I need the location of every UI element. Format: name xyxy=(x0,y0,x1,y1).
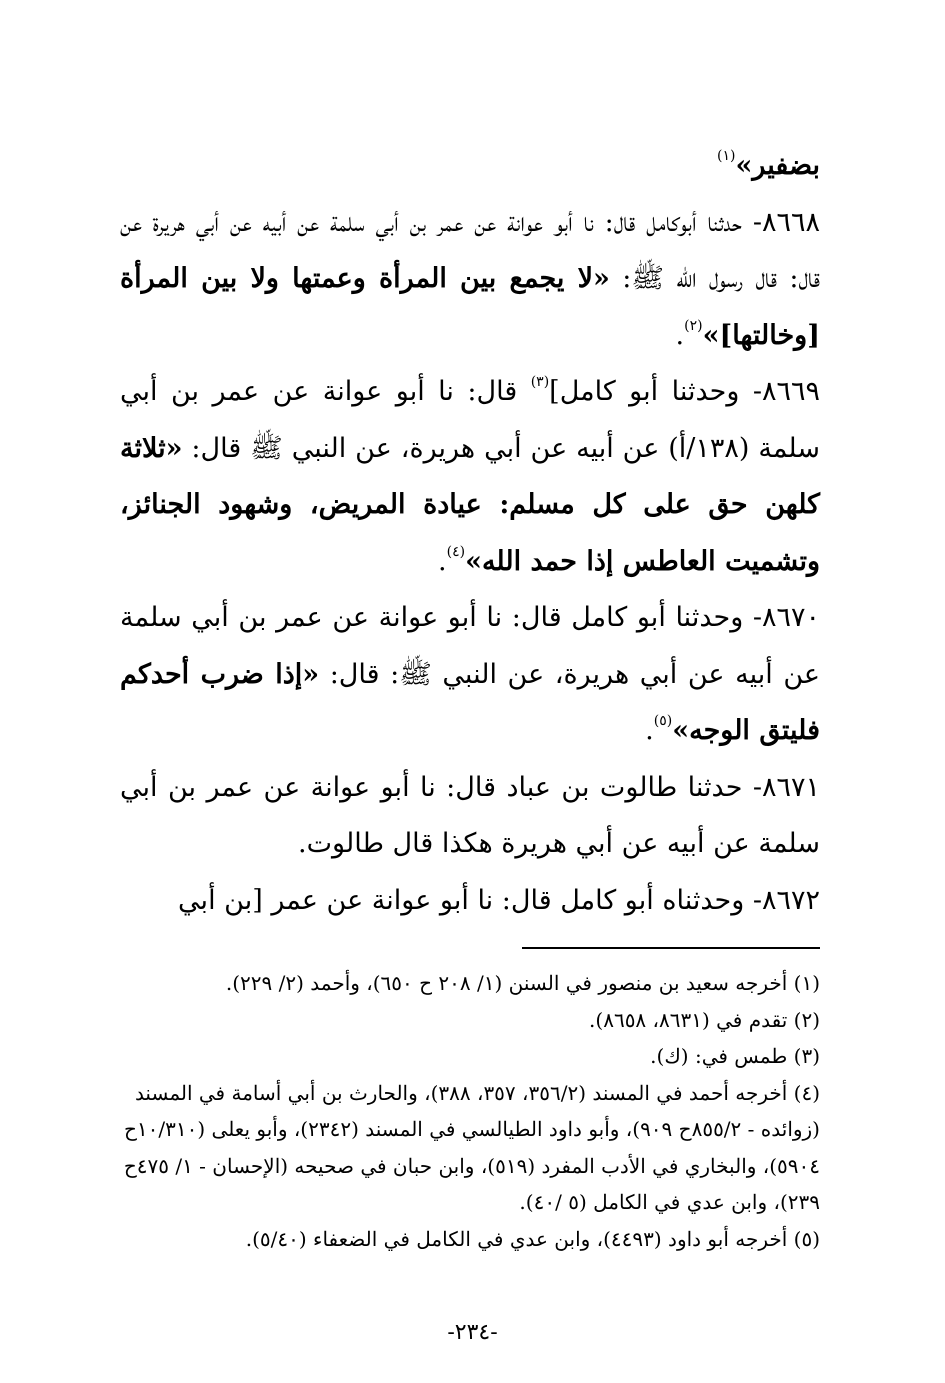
hadith-text: «إذا ضرب أحدكم فليتق الوجه» xyxy=(120,658,820,746)
footnote-2: (٢) تقدم في (٨٦٣١، ٨٦٥٨). xyxy=(589,1007,820,1032)
footnote-reference: (٣) xyxy=(530,374,550,390)
footnote-reference: (١) xyxy=(717,148,736,164)
hadith-8672 xyxy=(120,873,820,930)
period: . xyxy=(645,715,654,746)
footnote-reference: (٤) xyxy=(446,543,466,560)
isnad-text: ٨٦٦٨- حدثنا أبوكامل قال: نا أبو عوانة عن عمر بن أبي سلمة عن أبيه عن أبي هريرة عن قال: قال رسول الله ﷺ: xyxy=(120,206,820,294)
footnote-4: (٤) أخرجه أحمد في المسند (٣٥٦/٢، ٣٥٧، ٣٨٨)، والحارث بن أبي أسامة في المسند (زوائده - ٨٥٥/٢ح ٩٠٩)، وأبو داود الطيالسي في المسند (٢٣٤٢)، وأبو يعلى (١٠/٣١٠ح ٥٩٠٤)، والبخاري في الأدب المفرد (٥١٩)، وابن حبان في صحيحه (الإحسان - ١/ ٤٧٥ح ٢٣٩)، وابن عدي في الكامل (٥ /٤٠). xyxy=(123,1080,820,1214)
hadith-text: «ثلاثة كلهن حق على كل مسلم: عيادة المريض، وشهود الجنائز، وتشميت العاطس إذا حمد الله» xyxy=(120,432,820,577)
hadith-8668 xyxy=(120,195,820,365)
footnote-5: (٥) أخرجه أبو داود (٤٤٩٣)، وابن عدي في الكامل في الضعفاء (٥/٤٠). xyxy=(245,1226,820,1251)
isnad-text: ٨٦٧١- حدثنا طالوت بن عباد قال: نا أبو عوانة عن عمر بن أبي سلمة عن أبيه عن أبي هريرة هكذا قال طالوت. xyxy=(120,771,820,859)
hadith-text: بضفير» xyxy=(735,150,820,181)
period: . xyxy=(438,545,447,577)
hadith-text: «لا يجمع بين المرأة وعمتها ولا بين المرأة [وخالتها]» xyxy=(120,263,820,351)
hadith-8670 xyxy=(120,590,820,760)
isnad-text: ٨٦٧٢- وحدثناه أبو كامل قال: نا أبو عوانة عن عمر [بن أبي xyxy=(178,884,820,916)
footnote-1: (١) أخرجه سعيد بن منصور في السنن (١/ ٢٠٨ ح ٦٥٠)، وأحمد (٢/ ٢٢٩). xyxy=(225,971,820,995)
footnote-reference: (٢) xyxy=(684,317,703,334)
page-body xyxy=(120,138,820,1257)
isnad-text-continued: قال: نا أبو عوانة عن عمر بن أبي سلمة (١٣٨/أ) عن أبيه عن أبي هريرة، عن النبي ﷺ قال: xyxy=(120,376,820,464)
period: . xyxy=(675,319,685,351)
isnad-text: ٨٦٧٠- وحدثنا أبو كامل قال: نا أبو عوانة عن عمر بن أبي سلمة عن أبيه عن أبي هريرة، عن النبي ﷺ: قال: xyxy=(120,602,820,690)
footnotes xyxy=(120,965,820,1257)
footnote-3: (٣) طمس في: (ك). xyxy=(650,1044,820,1068)
main-text xyxy=(120,138,820,929)
paragraph-continuation xyxy=(120,138,820,195)
hadith-8669 xyxy=(120,364,820,590)
footnote-divider xyxy=(522,947,820,949)
footnote-reference: (٥) xyxy=(653,713,673,729)
isnad-text: ٨٦٦٩- وحدثنا أبو كامل] xyxy=(549,376,820,407)
hadith-8671 xyxy=(120,760,820,873)
page-number: -٢٣٤- xyxy=(447,1320,498,1345)
